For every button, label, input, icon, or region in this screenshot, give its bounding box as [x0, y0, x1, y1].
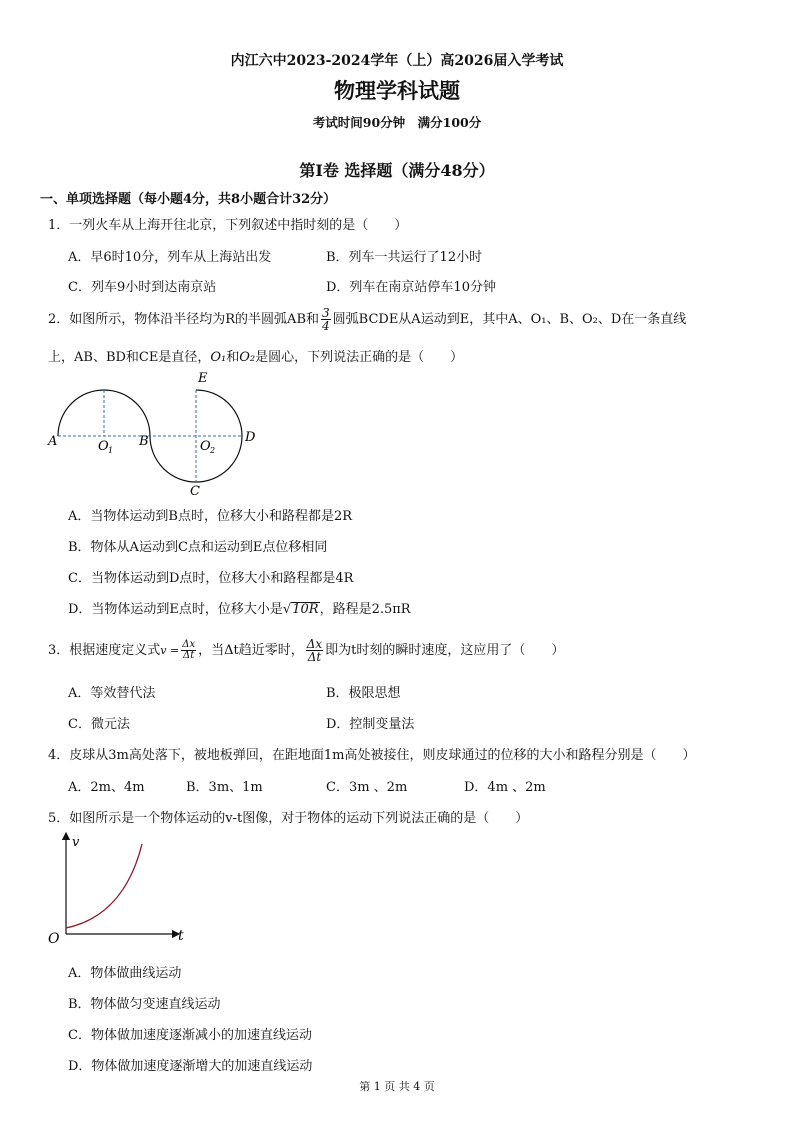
q3-stem	[48, 634, 564, 668]
label-o1: O	[98, 439, 109, 454]
q2-stem-line2-part2: 是圆心，下列说法正确的是（ ）	[255, 350, 464, 365]
q2-option-d	[68, 598, 411, 617]
q5-stem: 5．如图所示是一个物体运动的v-t图像，对于物体的运动下列说法正确的是（ ）	[48, 811, 529, 826]
exam-info: 考试时间90分钟 满分100分	[312, 115, 482, 130]
q3-stem-part3: 即为t时刻的瞬时速度，这应用了（ ）	[325, 643, 565, 658]
q3-f1-num: Δx	[182, 639, 196, 650]
label-b: B	[139, 434, 149, 449]
q2-option-a: A．当物体运动到B点时，位移大小和路程都是2R	[68, 509, 353, 524]
label-v: v	[72, 835, 80, 850]
label-o1-sub: 1	[108, 446, 114, 455]
q2-stem-line2	[48, 346, 463, 365]
label-e: E	[198, 371, 208, 386]
q3-stem-part2: ，当Δt趋近零时，	[198, 643, 304, 658]
q5-vt-graph	[44, 832, 194, 948]
q3-f1-den: Δt	[183, 650, 195, 661]
q2-fraction	[321, 307, 331, 332]
q1-stem: 1．一列火车从上海开往北京，下列叙述中指时刻的是（ ）	[48, 218, 408, 233]
q2-option-d-part2: ，路程是2.5πR	[319, 602, 411, 617]
label-o: O	[48, 931, 60, 947]
q1-option-c: C．列车9小时到达南京站	[68, 280, 217, 295]
label-o2-sub: 2	[210, 446, 216, 455]
q2-o2: O₂	[239, 350, 256, 365]
vt-curve	[66, 844, 142, 928]
q3-option-a: A．等效替代法	[68, 686, 156, 701]
q3-v-eq: v =	[160, 644, 180, 657]
q5-option-b: B．物体做匀变速直线运动	[68, 997, 221, 1012]
q4-option-c: C．3m 、2m	[326, 780, 408, 795]
label-t: t	[178, 928, 184, 944]
part-title: 第Ⅰ卷 选择题（满分48分）	[299, 161, 495, 180]
section-title: 一、单项选择题（每小题4分，共8小题合计32分）	[40, 192, 337, 207]
q1-option-a: A．早6时10分，列车从上海站出发	[68, 250, 272, 265]
sqrt-radicand: 10R	[292, 602, 319, 617]
q3-option-c: C．微元法	[68, 717, 130, 732]
q2-frac-num: 3	[322, 306, 330, 320]
subject-title: 物理学科试题	[334, 78, 460, 103]
q2-frac-den: 4	[322, 319, 330, 333]
q4-option-a: A．2m、4m	[68, 780, 145, 795]
q4-stem: 4．皮球从3m高处落下，被地板弹回，在距地面1m高处被接住，则皮球通过的位移的大小和路程分别是（ ）	[48, 748, 696, 763]
page-footer: 第 1 页 共 4 页	[359, 1080, 435, 1093]
label-d: D	[245, 430, 256, 445]
label-o2: O	[200, 439, 211, 454]
q2-o1: O₁	[210, 350, 227, 365]
q5-option-d: D．物体做加速度逐渐增大的加速直线运动	[68, 1059, 313, 1074]
q3-fraction-1	[181, 640, 196, 661]
sqrt-expression: √10R	[282, 602, 319, 617]
q2-stem-part1: 2．如图所示，物体沿半径均为R的半圆弧AB和	[48, 312, 320, 327]
q3-fraction-2	[306, 638, 323, 663]
q4-option-b: B．3m、1m	[186, 780, 263, 795]
q2-stem-part2: 圆弧BCDE从A运动到E，其中A、O₁、B、O₂、D在一条直线	[332, 312, 687, 327]
school-line: 内江六中2023-2024学年（上）高2026届入学考试	[230, 53, 564, 69]
q2-option-b: B．物体从A运动到C点和运动到E点位移相同	[68, 540, 328, 555]
q5-option-c: C．物体做加速度逐渐减小的加速直线运动	[68, 1028, 312, 1043]
q3-stem-part1: 3．根据速度定义式	[48, 643, 161, 658]
q2-arc-figure	[40, 366, 270, 500]
q4-option-d: D．4m 、2m	[464, 780, 546, 795]
q2-stem-line2-part1: 上，AB、BD和CE是直径，	[48, 350, 211, 365]
q3-f2-den: Δt	[307, 650, 322, 664]
label-c: C	[190, 484, 200, 499]
q2-option-c: C．当物体运动到D点时，位移大小和路程都是4R	[68, 571, 354, 586]
q3-option-d: D．控制变量法	[326, 717, 415, 732]
q5-option-a: A．物体做曲线运动	[68, 966, 182, 981]
q3-f2-num: Δx	[306, 637, 323, 651]
q2-and: 和	[226, 350, 240, 365]
q2-stem-line1	[48, 304, 686, 336]
label-a: A	[48, 434, 58, 449]
q3-option-b: B．极限思想	[326, 686, 401, 701]
q1-option-d: D．列车在南京站停车10分钟	[326, 280, 496, 295]
q1-option-b: B．列车一共运行了12小时	[326, 250, 483, 265]
q2-option-d-part1: D．当物体运动到E点时，位移大小是	[68, 602, 283, 617]
